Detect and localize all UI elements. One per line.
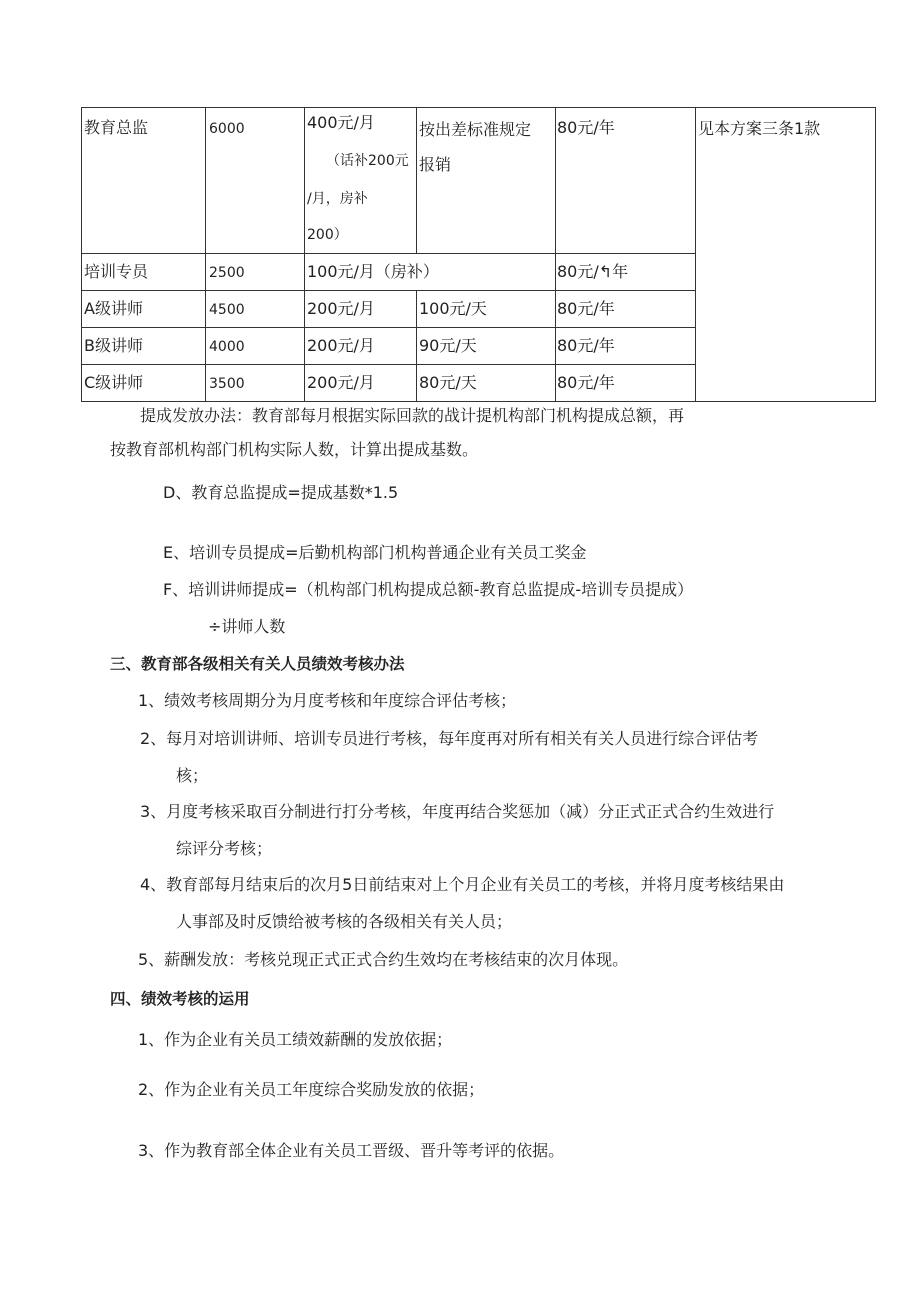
table-cell-base: 4500 bbox=[209, 302, 245, 318]
table-cell-annual: 80元/年 bbox=[557, 118, 615, 137]
table-cell-note: 见本方案三条1款 bbox=[698, 119, 821, 138]
table-cell-allowance: /月，房补 bbox=[307, 191, 368, 207]
table-rule bbox=[81, 401, 876, 402]
list-item: 4、教育部每月结束后的次月5日前结束对上个月企业有关员工的考核，并将月度考核结果由 bbox=[140, 875, 785, 894]
table-cell-allowance: 200元/月 bbox=[307, 336, 375, 355]
commission-paragraph: 提成发放办法：教育部每月根据实际回款的战计提机构部门机构提成总额，再 bbox=[140, 406, 685, 425]
section-heading: 四、绩效考核的运用 bbox=[110, 990, 250, 1008]
list-item: 2、每月对培训讲师、培训专员进行考核，每年度再对所有相关有关人员进行综合评估考 bbox=[140, 729, 759, 748]
list-item: 1、绩效考核周期分为月度考核和年度综合评估考核； bbox=[138, 691, 517, 710]
table-cell-annual: 80元/年 bbox=[557, 373, 615, 392]
table-cell-base: 3500 bbox=[209, 376, 245, 392]
list-item: 2、作为企业有关员工年度综合奖励发放的依据； bbox=[138, 1080, 485, 1099]
table-rule bbox=[81, 107, 876, 108]
table-rule bbox=[81, 107, 82, 402]
table-rule bbox=[81, 290, 695, 291]
table-rule bbox=[81, 253, 695, 254]
table-cell-travel: 100元/天 bbox=[419, 299, 487, 318]
table-cell-annual: 80元/年 bbox=[557, 299, 615, 318]
table-cell-base: 2500 bbox=[209, 265, 245, 281]
commission-formula-d: D、教育总监提成=提成基数*1.5 bbox=[163, 483, 399, 502]
table-rule bbox=[695, 107, 696, 402]
table-cell-allowance: 200） bbox=[307, 227, 348, 243]
table-cell-title: C级讲师 bbox=[84, 373, 144, 392]
table-cell-travel: 报销 bbox=[419, 155, 452, 174]
section-heading: 三、教育部各级相关有关人员绩效考核办法 bbox=[110, 655, 405, 673]
table-rule bbox=[205, 107, 206, 402]
table-cell-base: 4000 bbox=[209, 339, 245, 355]
table-rule bbox=[555, 107, 556, 402]
list-item: 3、月度考核采取百分制进行打分考核，年度再结合奖惩加（减）分正式正式合约生效进行 bbox=[140, 802, 775, 821]
commission-formula-f: F、培训讲师提成=（机构部门机构提成总额-教育总监提成-培训专员提成） bbox=[163, 580, 694, 599]
table-rule bbox=[81, 364, 695, 365]
table-cell-allowance: 200元/月 bbox=[307, 373, 375, 392]
table-rule bbox=[416, 107, 417, 254]
table-rule bbox=[416, 290, 417, 402]
list-item: 人事部及时反馈给被考核的各级相关有关人员； bbox=[176, 912, 513, 931]
list-item: 综评分考核； bbox=[176, 839, 273, 858]
table-cell-title: A级讲师 bbox=[84, 299, 143, 318]
table-rule bbox=[81, 327, 695, 328]
table-cell-travel: 80元/天 bbox=[419, 373, 477, 392]
table-cell-allowance: 200元/月 bbox=[307, 299, 375, 318]
table-cell-title: B级讲师 bbox=[84, 336, 143, 355]
table-cell-base: 6000 bbox=[209, 121, 245, 137]
list-item: 3、作为教育部全体企业有关员工晋级、晋升等考评的依据。 bbox=[138, 1141, 565, 1160]
table-cell-title: 培训专员 bbox=[84, 262, 149, 281]
commission-formula-e: E、培训专员提成=后勤机构部门机构普通企业有关员工奖金 bbox=[163, 543, 587, 562]
table-cell-allowance: 100元/月（房补） bbox=[307, 262, 439, 281]
table-cell-annual: 80元/年 bbox=[557, 336, 615, 355]
list-item: 1、作为企业有关员工绩效薪酬的发放依据； bbox=[138, 1030, 453, 1049]
table-cell-allowance: （话补200元 bbox=[326, 153, 409, 169]
list-item: 核； bbox=[176, 766, 209, 785]
table-cell-title: 教育总监 bbox=[84, 118, 149, 137]
table-rule bbox=[304, 107, 305, 402]
table-cell-travel: 按出差标准规定 bbox=[419, 120, 532, 139]
table-rule bbox=[875, 107, 876, 402]
table-cell-travel: 90元/天 bbox=[419, 336, 477, 355]
commission-formula-f: ÷讲师人数 bbox=[208, 617, 286, 636]
table-cell-allowance: 400元/月 bbox=[307, 113, 375, 132]
commission-paragraph: 按教育部机构部门机构实际人数，计算出提成基数。 bbox=[110, 440, 479, 459]
table-cell-annual: 80元/↰年 bbox=[557, 262, 629, 281]
list-item: 5、薪酬发放：考核兑现正式正式合约生效均在考核结束的次月体现。 bbox=[138, 950, 629, 969]
